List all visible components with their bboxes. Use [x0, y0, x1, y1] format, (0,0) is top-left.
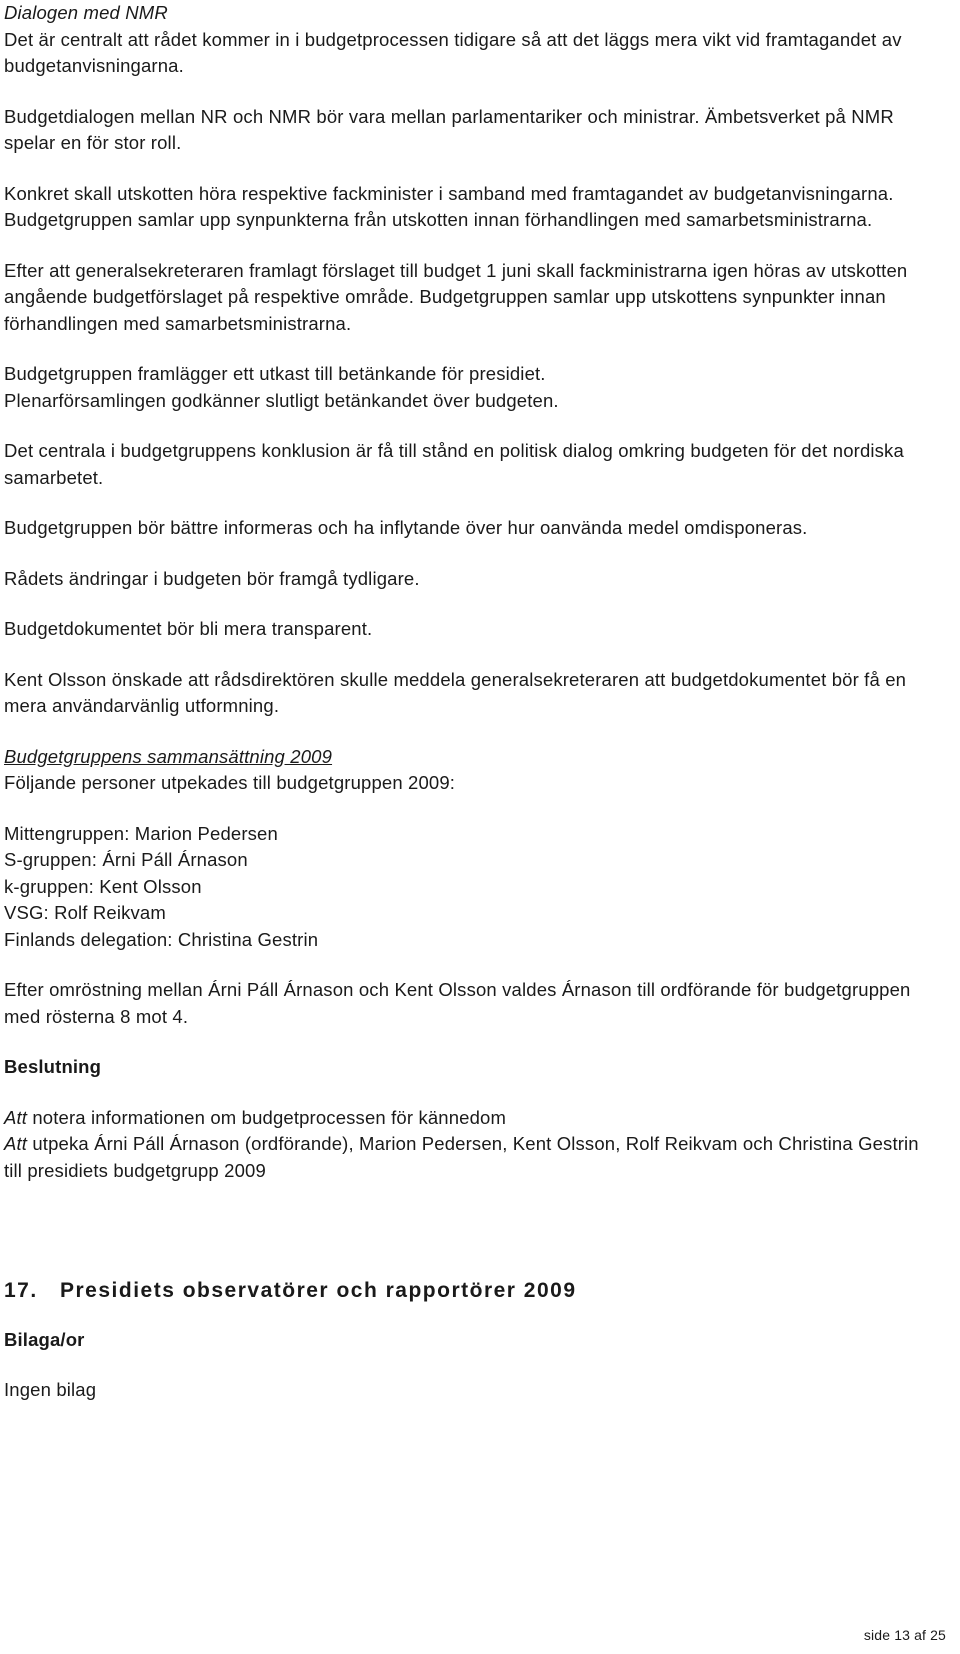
section-number: 17. — [4, 1279, 38, 1302]
paragraph-4: Efter att generalsekreteraren framlagt förslaget till budget 1 juni skall fackministrarna igen höras av utskotten angående budgetförslaget på respektive område. Budgetgruppen samlar upp utskottens synpunkter innan förhandlingen med samarbetsministrarna. — [4, 259, 908, 334]
list-item: k-gruppen: Kent Olsson — [4, 875, 202, 897]
list-item: Finlands delegation: Christina Gestrin — [4, 928, 319, 950]
bilaga-value: Ingen bilag — [4, 1379, 97, 1400]
paragraph-3: Konkret skall utskotten höra respektive fackminister i samband med framtagandet av budgetanvisningarna. Budgetgruppen samlar upp synpunkterna från utskotten innan förhandlingen med samarbetsministrarna. — [4, 182, 894, 230]
decision-text-2: utpeka Árni Páll Árnason (ordförande), Marion Pedersen, Kent Olsson, Rolf Reikvam och Christina Gestrin till presidiets budgetgrupp 2009 — [4, 1133, 919, 1181]
page-number: side 13 af 25 — [863, 1627, 946, 1643]
paragraph-10: Kent Olsson önskade att rådsdirektören skulle meddela generalsekreteraren att budgetdokumentet bör få en mera användarvänlig utformning. — [4, 668, 907, 716]
decision-item-2 — [4, 1131, 934, 1184]
paragraph-7: Budgetgruppen bör bättre informeras och ha inflytande över hur oanvända medel omdisponeras. — [4, 517, 808, 538]
paragraph-1: Det är centralt att rådet kommer in i budgetprocessen tidigare så att det läggs mera vikt vid framtagandet av budgetanvisningarna. — [4, 28, 902, 76]
members-intro: Följande personer utpekades till budgetgruppen 2009: — [4, 772, 456, 793]
section-title-dialogen: Dialogen med NMR — [4, 2, 168, 23]
list-item: S-gruppen: Árni Páll Árnason — [4, 849, 248, 870]
list-item: VSG: Rolf Reikvam — [4, 902, 166, 923]
att-word: Att — [4, 1106, 28, 1128]
section-17-heading — [4, 1278, 934, 1305]
paragraph-5-line-2: Plenarförsamlingen godkänner slutligt betänkandet över budgeten. — [4, 389, 559, 411]
paragraph-6: Det centrala i budgetgruppens konklusion är få till stånd en politisk dialog omkring budgeten för det nordiska samarbetet. — [4, 440, 904, 488]
bilaga-label: Bilaga/or — [4, 1328, 85, 1350]
paragraph-2: Budgetdialogen mellan NR och NMR bör vara mellan parlamentariker och ministrar. Ämbetsverket på NMR spelar en för stor roll. — [4, 105, 894, 153]
document-page — [4, 0, 934, 1404]
members-list — [4, 821, 934, 954]
section-17-title: Presidiets observatörer och rapportörer 2009 — [60, 1279, 577, 1302]
section-title-sammansattning: Budgetgruppens sammansättning 2009 — [4, 745, 333, 767]
decision-text-1: notera informationen om budgetprocessen för kännedom — [27, 1106, 507, 1128]
beslutning-heading: Beslutning — [4, 1056, 102, 1077]
vote-paragraph: Efter omröstning mellan Árni Páll Árnason och Kent Olsson valdes Árnason till ordförande för budgetgruppen med rösterna 8 mot 4. — [4, 979, 911, 1027]
list-item: Mittengruppen: Marion Pedersen — [4, 822, 278, 844]
paragraph-8: Rådets ändringar i budgeten bör framgå tydligare. — [4, 567, 420, 589]
decision-item-1 — [4, 1105, 934, 1132]
att-word: Att — [4, 1133, 28, 1154]
paragraph-5-line-1: Budgetgruppen framlägger ett utkast till betänkande för presidiet. — [4, 363, 546, 384]
paragraph-9: Budgetdokumentet bör bli mera transparent. — [4, 618, 373, 639]
